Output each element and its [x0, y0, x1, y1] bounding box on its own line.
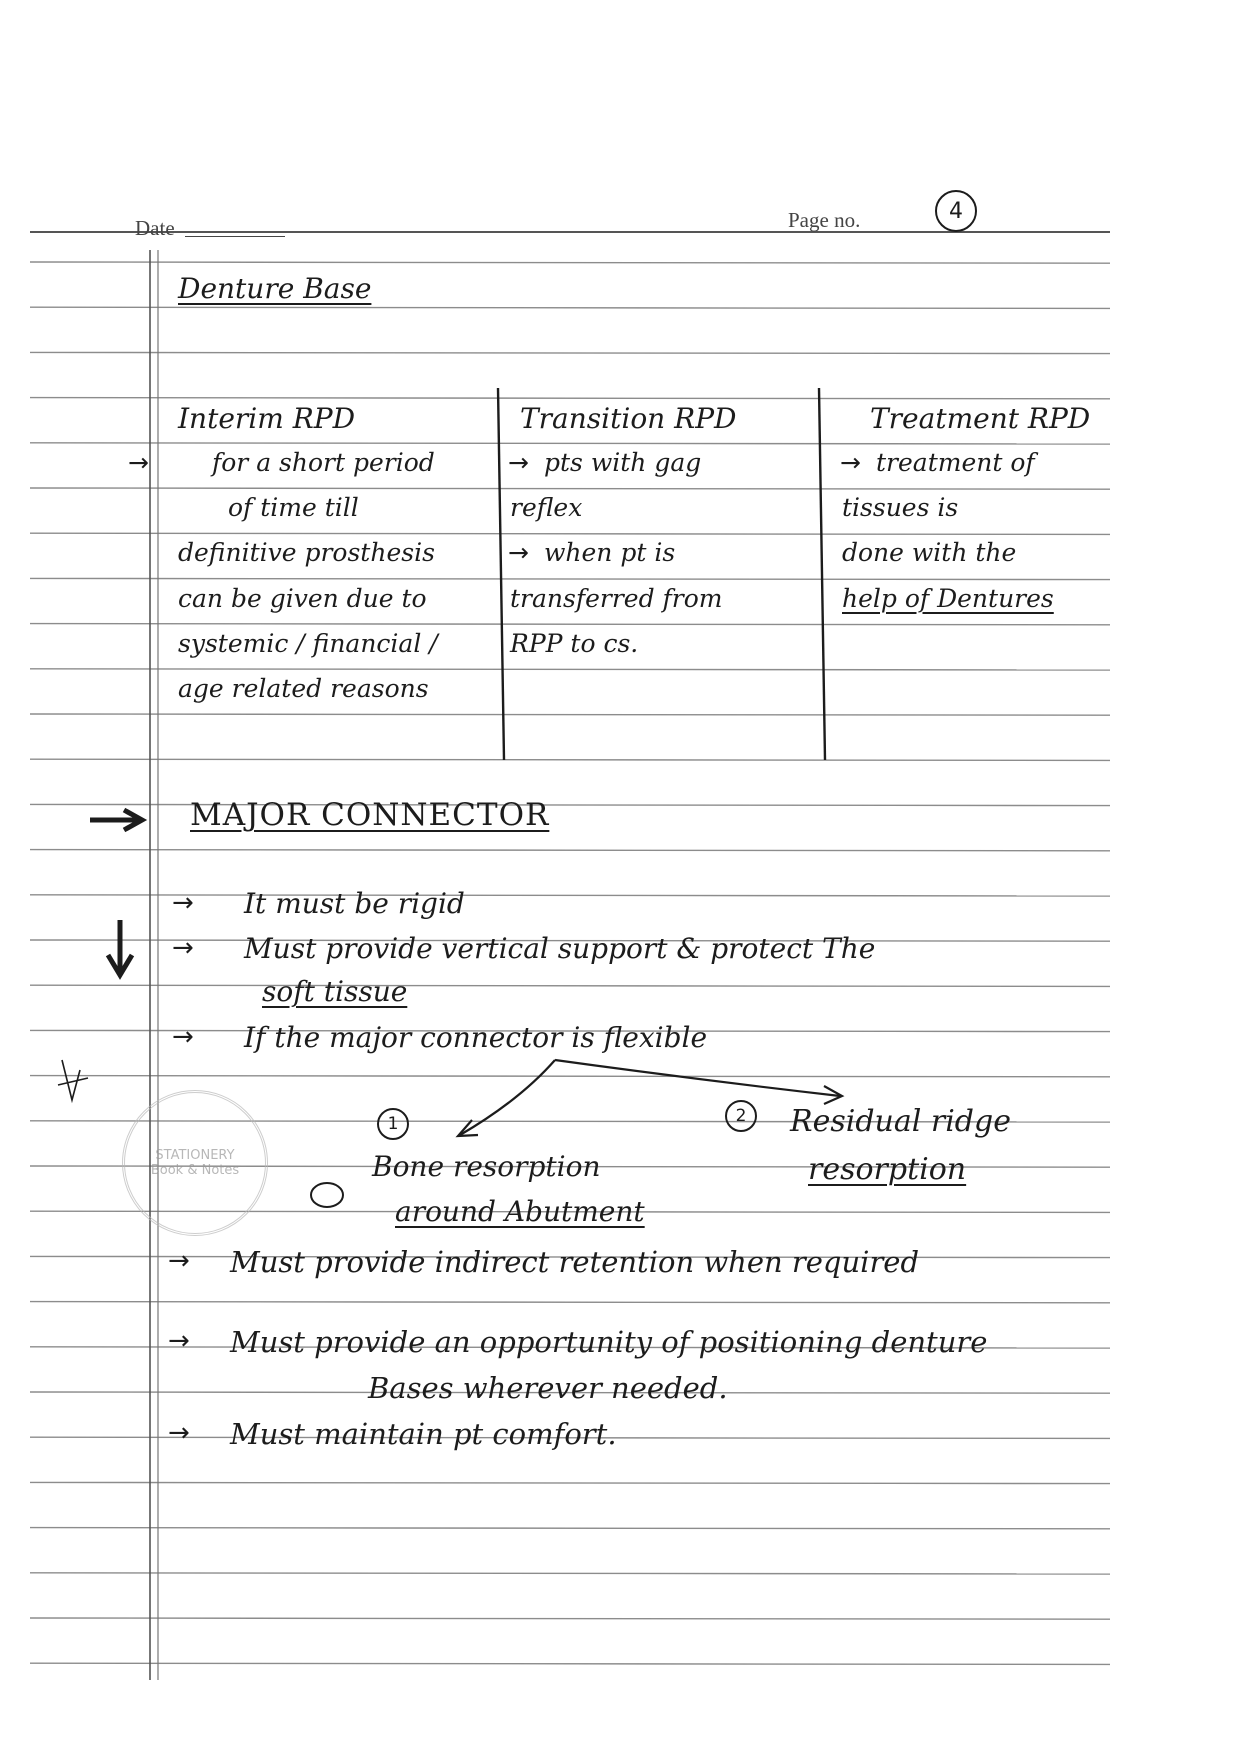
column-heading-3: Treatment RPD — [870, 402, 1091, 435]
ruled-line — [30, 488, 1110, 489]
consequence-number-1: 1 — [377, 1108, 409, 1140]
circle-bullet — [311, 1183, 343, 1207]
column-3-line: tissues is — [842, 493, 959, 523]
bullet-arrow-icon: → — [508, 448, 529, 477]
stationery-stamp — [122, 1090, 268, 1236]
ruled-line — [30, 759, 1110, 760]
ruled-line — [30, 533, 1110, 534]
ruled-line — [30, 1618, 1110, 1619]
ruled-line — [30, 1573, 1110, 1574]
column-2-line: transferred from — [510, 583, 723, 613]
column-3-line: help of Dentures — [842, 583, 1054, 613]
ruled-line — [30, 307, 1110, 308]
column-1-line: of time till — [228, 493, 359, 523]
ruled-line — [30, 624, 1110, 625]
ruled-line — [30, 1302, 1110, 1303]
point-extra-2: Must provide an opportunity of positioning denture — [230, 1325, 988, 1359]
margin-arrow-down — [108, 920, 132, 975]
column-1-line: systemic / financial / — [178, 628, 438, 658]
branch-arrow-left-head — [458, 1120, 478, 1136]
column-3-line: treatment of — [876, 448, 1035, 477]
bullet-arrow-icon: → — [168, 1418, 190, 1448]
section-title-major-connector: MAJOR CONNECTOR — [190, 797, 550, 833]
date-label: Date — [135, 216, 175, 240]
point-extra-1: Must provide indirect retention when required — [230, 1245, 920, 1279]
bullet-arrow-icon: → — [172, 888, 194, 918]
consequence-1-line-2: around Abutment — [395, 1195, 645, 1228]
consequence-number-2: 2 — [725, 1100, 757, 1132]
column-2-line: when pt is — [544, 538, 676, 568]
ruled-line — [30, 1076, 1110, 1077]
section-title-denture-base: Denture Base — [178, 272, 372, 305]
column-2-line: RPP to cs. — [510, 628, 639, 658]
page-number: 4 — [949, 198, 963, 224]
point-1: It must be rigid — [244, 887, 465, 920]
ruled-line — [30, 352, 1110, 353]
column-heading-1: Interim RPD — [178, 402, 356, 435]
column-1-line: can be given due to — [178, 583, 427, 613]
stamp-text-2: Book & Notes — [150, 1163, 240, 1178]
ruled-line — [30, 262, 1110, 263]
point-3: soft tissue — [262, 975, 408, 1008]
column-2-line: reflex — [510, 493, 583, 523]
ruled-line — [30, 1663, 1110, 1664]
ruled-line — [30, 714, 1110, 715]
point-extra-3: Bases wherever needed. — [368, 1371, 728, 1405]
point-extra-4: Must maintain pt comfort. — [230, 1417, 617, 1451]
column-1-line: for a short period — [212, 448, 435, 477]
branch-arrow-right — [555, 1060, 840, 1096]
ruled-line — [30, 443, 1110, 444]
consequence-2-line-1: Residual ridge — [790, 1104, 1011, 1139]
branch-arrow-left — [460, 1060, 555, 1135]
column-1-line: age related reasons — [178, 674, 429, 703]
ruled-line — [30, 669, 1110, 670]
ruled-line — [30, 1528, 1110, 1529]
ruled-line — [30, 398, 1110, 399]
margin-initial-mark — [58, 1060, 88, 1100]
column-2-line: pts with gag — [544, 448, 702, 477]
column-1-line: definitive prosthesis — [178, 538, 435, 568]
point-2: Must provide vertical support & protect The — [244, 932, 876, 965]
bullet-arrow-icon: → — [508, 538, 529, 568]
bullet-arrow-icon: → — [172, 1022, 194, 1052]
ruled-line — [30, 1482, 1110, 1483]
ruled-line — [30, 850, 1110, 851]
date-blank-line — [185, 236, 285, 237]
page-number-circle — [935, 190, 977, 232]
stamp-text-1: STATIONERY — [155, 1148, 235, 1163]
page-no-label: Page no. — [788, 208, 861, 232]
bullet-arrow-icon: → — [168, 1246, 190, 1276]
column-heading-2: Transition RPD — [520, 402, 737, 435]
column-3-line: done with the — [842, 538, 1017, 568]
ruled-line — [30, 985, 1110, 986]
bullet-arrow-icon: → — [172, 933, 194, 963]
ruled-line — [30, 578, 1110, 579]
bullet-arrow-icon: → — [128, 448, 149, 477]
bullet-arrow-icon: → — [840, 448, 861, 477]
bullet-arrow-icon: → — [168, 1326, 190, 1356]
consequence-2-line-2: resorption — [808, 1152, 967, 1187]
margin-arrow-right — [90, 810, 142, 830]
consequence-1-line-1: Bone resorption — [372, 1150, 601, 1183]
point-4: If the major connector is flexible — [244, 1021, 708, 1054]
